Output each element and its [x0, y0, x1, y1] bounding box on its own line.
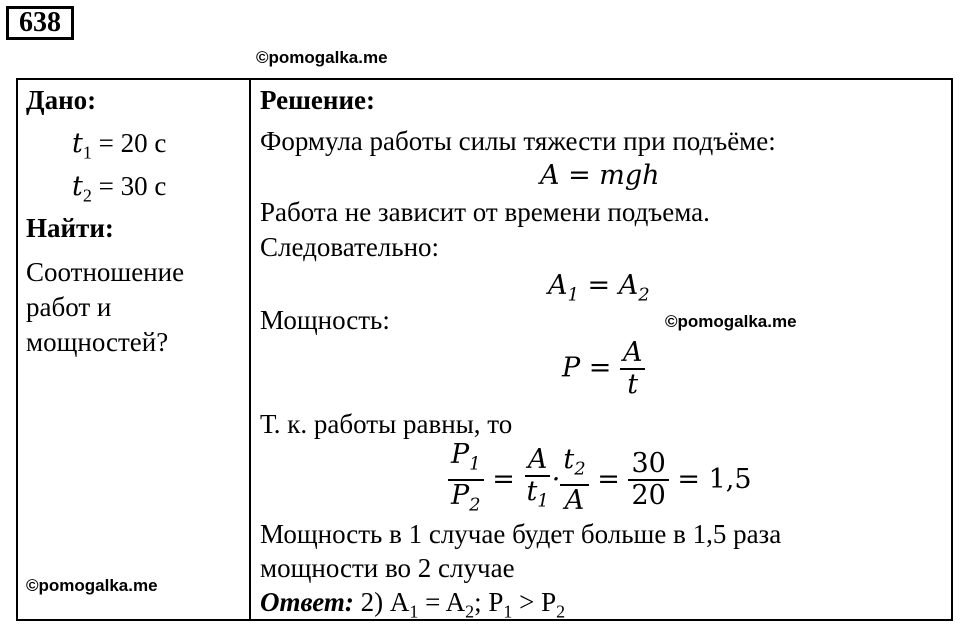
solution-line-7: мощности во 2 случае	[260, 553, 515, 583]
find-line-3: мощностей?	[26, 327, 169, 357]
answer-p1-sub: 1	[503, 601, 513, 622]
ratio-p2-sub: 2	[469, 494, 481, 516]
find-line-2: работ и	[26, 292, 112, 322]
eq-a2: = A	[578, 270, 639, 301]
watermark: ©pomogalka.me	[26, 576, 158, 595]
ratio-a2: A	[564, 485, 585, 517]
t2-symbol: t	[72, 171, 83, 202]
ratio-dot: ·	[551, 463, 561, 495]
ratio-eq-2: =	[597, 463, 620, 495]
answer-label: Ответ:	[260, 587, 354, 617]
find-line-1: Соотношение	[26, 257, 185, 287]
answer-line	[260, 586, 565, 627]
ratio-30: 30	[628, 449, 668, 481]
t2-value: = 30 с	[98, 171, 167, 201]
eq-a1-sub: 1	[567, 284, 579, 306]
ratio-a: A	[525, 445, 551, 477]
answer-a1-sub: 1	[409, 601, 419, 622]
solution-line-6: Мощность в 1 случае будет больше в 1,5 раза	[260, 519, 782, 549]
problem-number: 638	[6, 6, 74, 40]
formula-equal-work	[548, 270, 650, 311]
answer-p2-sub: 2	[556, 601, 566, 622]
eq-a2-sub: 2	[638, 284, 650, 306]
solution-line-5: Т. к. работы равны, то	[260, 409, 513, 439]
given-t1	[72, 127, 166, 168]
t1-subscript: 1	[82, 142, 92, 163]
given-heading: Дано:	[26, 85, 97, 115]
solution-heading: Решение:	[260, 85, 375, 115]
t1-symbol: t	[72, 128, 83, 159]
t1-value: = 20 с	[98, 128, 167, 158]
power-fraction	[620, 338, 646, 400]
formula-power	[562, 338, 645, 400]
formula-power-ratio	[448, 440, 752, 521]
ratio-eq: =	[492, 463, 515, 495]
ratio-t2-over-a	[560, 445, 588, 516]
answer-p1: ; P	[474, 587, 504, 617]
ratio-t1: t	[526, 475, 538, 507]
solution-line-2: Работа не зависит от времени подъема.	[260, 197, 710, 227]
power-denominator: t	[627, 369, 639, 400]
watermark: ©pomogalka.me	[256, 48, 388, 67]
solution-line-3: Следовательно:	[260, 232, 440, 262]
eq-a1: A	[548, 270, 568, 301]
given-t2	[72, 170, 166, 211]
solution-line-1: Формула работы силы тяжести при подъёме:	[260, 126, 776, 156]
ratio-p1-sub: 1	[469, 453, 481, 475]
answer-p2: > P	[512, 587, 557, 617]
ratio-t2-sub: 2	[574, 458, 586, 480]
ratio-20: 20	[631, 480, 666, 512]
ratio-t1-sub: 1	[537, 490, 549, 512]
power-lhs: P =	[562, 352, 612, 384]
t2-subscript: 2	[82, 185, 92, 206]
answer-a2: = A	[418, 587, 466, 617]
answer-a1: 2) A	[353, 587, 410, 617]
power-numerator: A	[620, 338, 646, 370]
column-divider	[249, 78, 251, 621]
formula-work: A = mgh	[540, 160, 660, 191]
ratio-result: = 1,5	[677, 463, 752, 495]
ratio-t2: t	[563, 443, 575, 475]
ratio-p2: P	[451, 480, 470, 512]
watermark: ©pomogalka.me	[665, 312, 797, 331]
answer-a2-sub: 2	[465, 601, 475, 622]
ratio-numbers	[628, 449, 668, 511]
ratio-p	[448, 440, 484, 521]
solution-line-4: Мощность:	[260, 305, 390, 335]
ratio-a-over-t1	[523, 445, 551, 516]
find-heading: Найти:	[26, 213, 114, 243]
ratio-p1: P	[451, 439, 470, 470]
